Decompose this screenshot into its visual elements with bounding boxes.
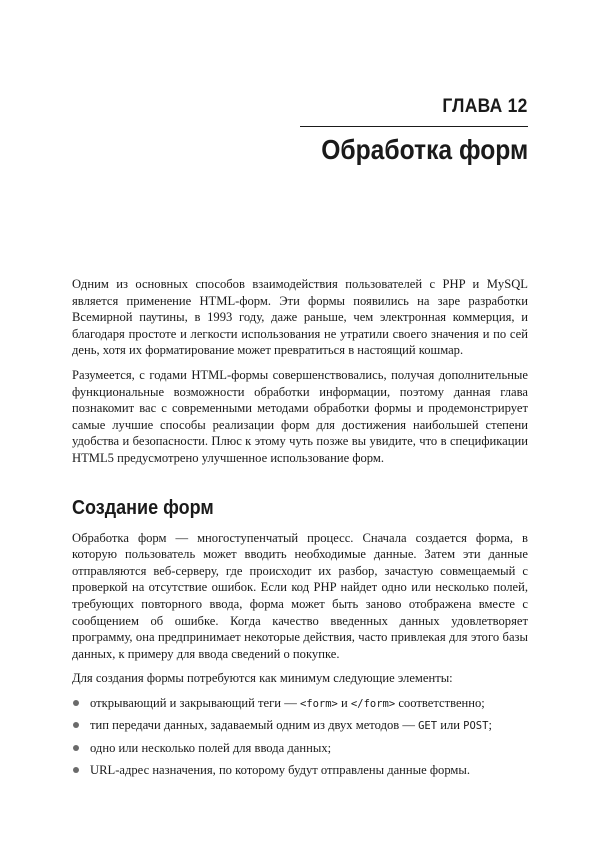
code-post: POST	[463, 720, 489, 733]
code-form-close: </form>	[350, 697, 396, 710]
list-item	[72, 740, 528, 757]
list-item-text: ;	[488, 718, 492, 733]
intro-paragraph-1: Одним из основных способов взаимодействия пользователей с PHP и MySQL является применение HTML-форм. Эти формы появились на заре разработки Всемирной паутины, в 1993 году, даже раньше, чем электронная коммерция, и благодаря простоте и легкости использования не утратили своего значения и по сей день, хотя их форматирование может превратиться в настоящий кошмар.	[72, 277, 528, 358]
requirements-list	[72, 695, 528, 778]
list-item-text: одно или несколько полей для ввода данных;	[90, 741, 332, 756]
intro-paragraph-2: Разумеется, с годами HTML-формы совершенствовались, получая дополнительные функциональные возможности обработки информации, поэтому данная глава познакомит вас с современными методами обработки формы и продемонстрирует самые лучшие способы реализации форм для достижения наибольшей степени удобства и безопасности. Плюс к этому чуть позже вы увидите, что в спецификации HTML5 предусмотрено улучшенное использование форм.	[72, 367, 528, 465]
chapter-label: ГЛАВА 12	[442, 96, 528, 117]
section-paragraph-1: Обработка форм — многоступенчатый процесс. Сначала создается форма, в которую пользователь может вводить необходимые данные. Затем эти данные отправляются веб-серверу, где происходит их разбор, зачастую совмещаемый с проверкой на отсутствие ошибок. Если код PHP найдет одно или несколько полей, требующих повторного ввода, форма может быть заново отображена вместе с сообщением об ошибке. Когда качество введенных данных удовлетворяет программу, она предпринимает некоторые действия, часто привлекая для этого базы данных, к примеру для ввода сведений о покупке.	[72, 530, 528, 661]
list-item	[72, 762, 528, 779]
page-content	[72, 276, 528, 783]
chapter-title: Обработка форм	[321, 134, 528, 165]
bullet-icon	[73, 722, 79, 728]
bullet-icon	[73, 700, 79, 706]
list-item-text: или	[437, 718, 464, 733]
bullet-icon	[73, 745, 79, 751]
bullet-icon	[73, 767, 79, 773]
section-heading: Создание форм	[72, 496, 214, 519]
code-form-open: <form>	[299, 697, 338, 710]
list-item-text: и	[337, 695, 351, 710]
list-item-text: URL-адрес назначения, по которому будут отправлены данные формы.	[90, 762, 471, 777]
list-item-text: открывающий и закрывающий теги —	[90, 695, 300, 710]
chapter-rule	[300, 126, 528, 127]
list-item	[72, 717, 528, 735]
list-item	[72, 695, 528, 713]
section-paragraph-2: Для создания формы потребуются как минимум следующие элементы:	[72, 671, 453, 686]
list-item-text: тип передачи данных, задаваемый одним из двух методов —	[90, 718, 419, 733]
list-item-text: соответственно;	[395, 695, 485, 710]
code-get: GET	[418, 720, 438, 733]
